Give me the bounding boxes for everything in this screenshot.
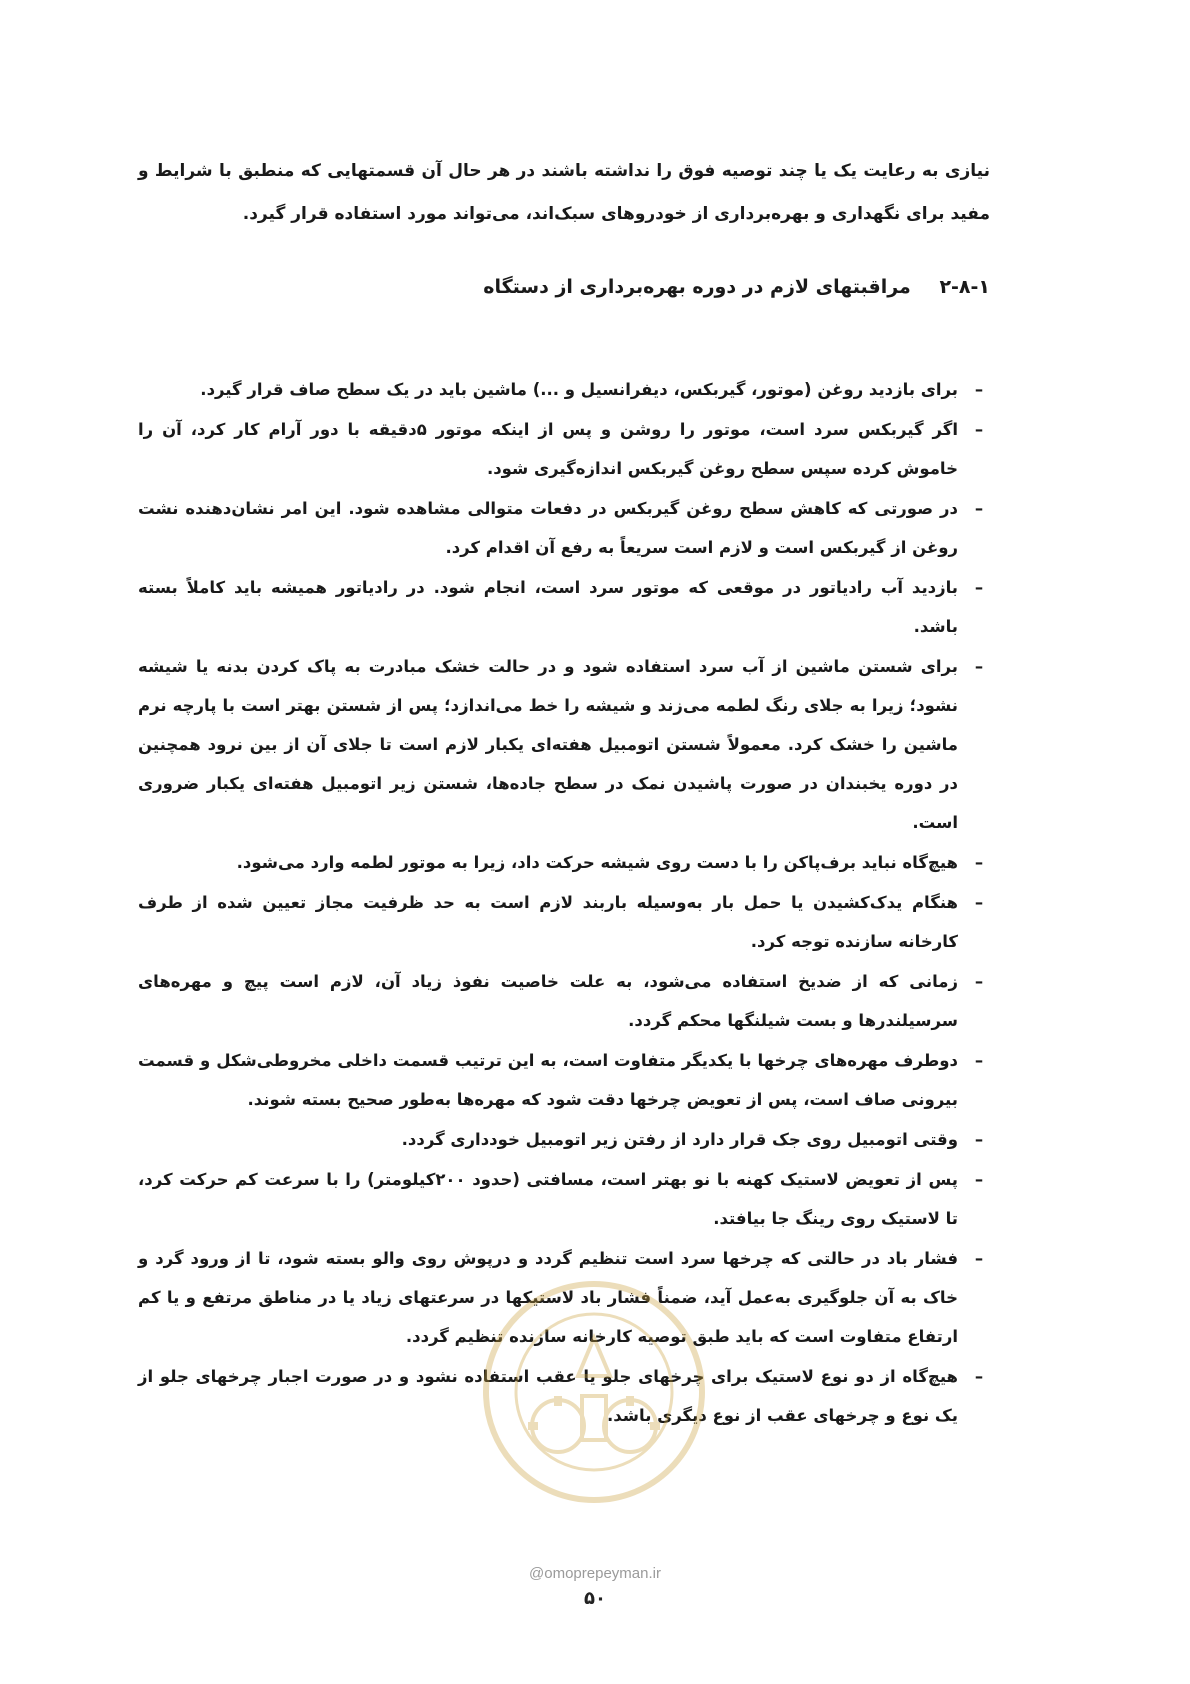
watermark-site-text: @omoprepeyman.ir bbox=[529, 1565, 661, 1582]
list-item: – هیچ‌گاه از دو نوع لاستیک برای چرخهای جلو یا عقب استفاده نشود و در صورت اجبار چرخهای جلو از یک نوع و چرخهای عقب از نوع دیگری باشد. bbox=[138, 1357, 990, 1435]
bullet-dash: – bbox=[974, 893, 984, 912]
section-number: ۲-۸-۱ bbox=[939, 276, 990, 298]
list-item: – هیچ‌گاه نباید برف‌پاکن را با دست روی شیشه حرکت داد، زیرا به موتور لطمه وارد می‌شود. bbox=[138, 843, 990, 882]
list-item: – برای شستن ماشین از آب سرد استفاده شود و در حالت خشک مبادرت به پاک کردن بدنه یا شیشه نشود؛ زیرا به جلای رنگ لطمه می‌زند و شیشه را خط می‌اندازد؛ پس از شستن بهتر است با پارچه نرم ماشین را خشک کرد. معمولاً شستن اتومبیل هفته‌ای یکبار لازم است تا جلای آن از بین نرود همچنین در دوره یخبندان در صورت پاشیدن نمک در سطح جاده‌ها، شستن زیر اتومبیل هفته‌ای یکبار ضروری است. bbox=[138, 647, 990, 842]
list-item: – در صورتی که کاهش سطح روغن گیربکس در دفعات متوالی مشاهده شود. این امر نشان‌دهنده نشت روغن از گیربکس است و لازم است سریعاً به رفع آن اقدام کرد. bbox=[138, 489, 990, 567]
bullet-dash: – bbox=[974, 853, 984, 872]
section-title: مراقبتهای لازم در دوره بهره‌برداری از دستگاه bbox=[483, 276, 911, 298]
list-item: – وقتی اتومبیل روی جک قرار دارد از رفتن زیر اتومبیل خودداری گردد. bbox=[138, 1120, 990, 1159]
list-item: – پس از تعویض لاستیک کهنه با نو بهتر است، مسافتی (حدود ۲۰۰کیلومتر) را با سرعت کم حرکت کرد، تا لاستیک روی رینگ جا بیافتد. bbox=[138, 1160, 990, 1238]
intro-paragraph: نیازی به رعایت یک یا چند توصیه فوق را نداشته باشند در هر حال آن قسمتهایی که منطبق با شرایط و مفید برای نگهداری و بهره‌برداری از خودروهای سبک‌اند، می‌تواند مورد استفاده قرار گیرد. bbox=[138, 161, 990, 224]
bullet-dash: – bbox=[974, 972, 984, 991]
bullet-dash: – bbox=[974, 1249, 984, 1268]
bullet-dash: – bbox=[974, 380, 984, 399]
list-item: – دوطرف مهره‌های چرخها با یکدیگر متفاوت است، به این ترتیب قسمت داخلی مخروطی‌شکل و قسمت بیرونی صاف است، پس از تعویض چرخها دقت شود که مهره‌ها به‌طور صحیح بسته شوند. bbox=[138, 1041, 990, 1119]
bullet-dash: – bbox=[974, 1130, 984, 1149]
bullet-dash: – bbox=[974, 1051, 984, 1070]
bullet-dash: – bbox=[974, 420, 984, 439]
bullet-dash: – bbox=[974, 657, 984, 676]
list-item: – برای بازدید روغن (موتور، گیربکس، دیفرانسیل و ...) ماشین باید در یک سطح صاف قرار گیرد. bbox=[138, 370, 990, 409]
list-item: – فشار باد در حالتی که چرخها سرد است تنظیم گردد و درپوش روی والو بسته شود، تا از ورود گرد و خاک به آن جلوگیری به‌عمل آید، ضمناً فشار باد لاستیکها در سرعتهای زیاد یا در مناطق مرتفع و یا کم ارتفاع متفاوت است که باید طبق توصیه کارخانه سازنده تنظیم گردد. bbox=[138, 1239, 990, 1356]
bullet-dash: – bbox=[974, 499, 984, 518]
section-heading bbox=[200, 276, 990, 298]
watermark-logo-icon bbox=[478, 1276, 710, 1508]
bullet-dash: – bbox=[974, 1367, 984, 1386]
list-item: – زمانی که از ضدیخ استفاده می‌شود، به علت خاصیت نفوذ زیاد آن، لازم است پیچ و مهره‌های سرسیلندرها و بست شیلنگها محکم گردد. bbox=[138, 962, 990, 1040]
list-item: – هنگام یدک‌کشیدن یا حمل بار به‌وسیله باربند لازم است به حد ظرفیت مجاز تعیین شده از طرف کارخانه سازنده توجه کرد. bbox=[138, 883, 990, 961]
bullet-dash: – bbox=[974, 578, 984, 597]
page-number: ۵۰ bbox=[584, 1588, 606, 1609]
list-item: – بازدید آب رادیاتور در موقعی که موتور سرد است، انجام شود. در رادیاتور همیشه باید کاملاً بسته باشد. bbox=[138, 568, 990, 646]
bullet-dash: – bbox=[974, 1170, 984, 1189]
list-item: – اگر گیربکس سرد است، موتور را روشن و پس از اینکه موتور ۵دقیقه با دور آرام کار کرد، آن را خاموش کرده سپس سطح روغن گیربکس اندازه‌گیری شود. bbox=[138, 410, 990, 488]
